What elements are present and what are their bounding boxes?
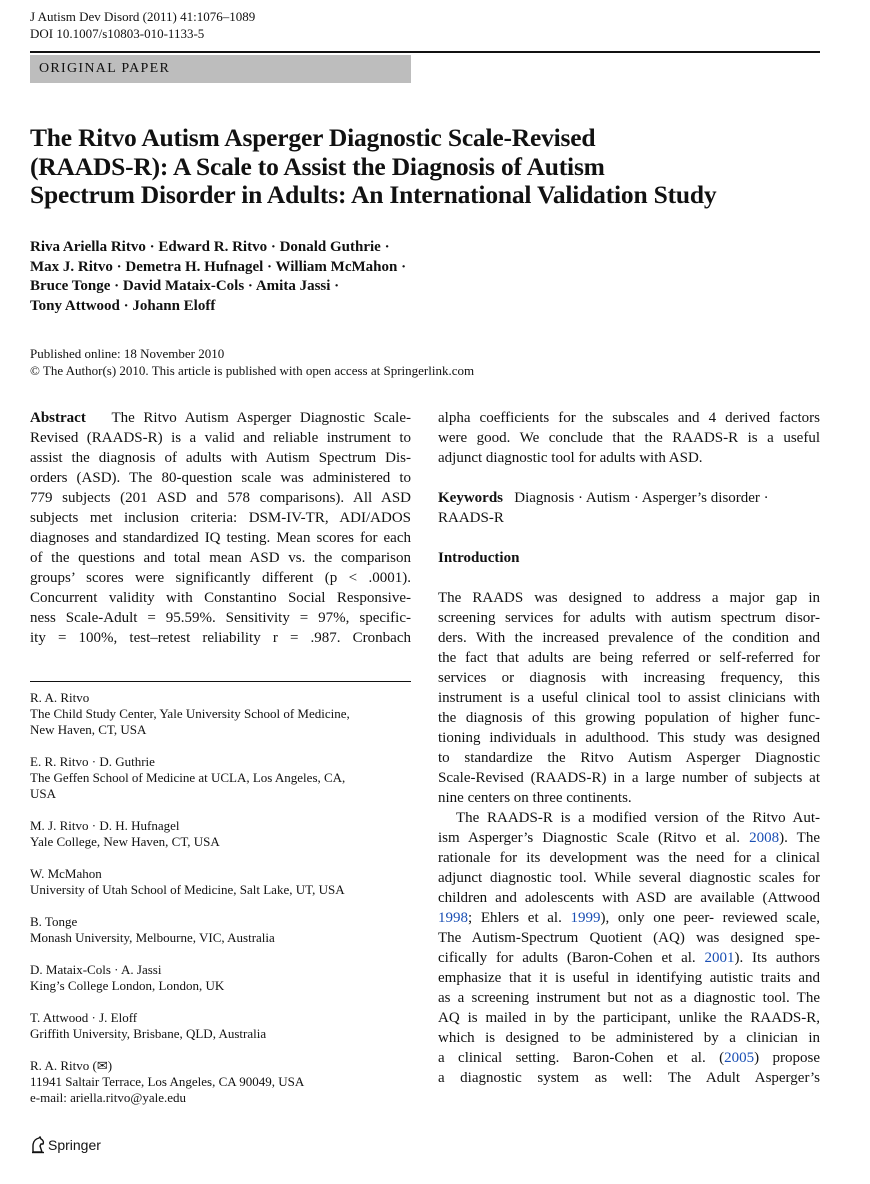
abstract-label: Abstract bbox=[30, 410, 86, 426]
citation-link[interactable]: 1999 bbox=[570, 910, 601, 926]
intro-line: emphasize that it is useful in identifying autistic traits and bbox=[438, 970, 820, 986]
affiliation-authors: E. R. Ritvo · D. Guthrie bbox=[30, 754, 155, 769]
affiliation-line: USA bbox=[30, 786, 57, 801]
intro-line: ders. With the increased prevalence of the condition and bbox=[438, 630, 820, 646]
abstract-line: orders (ASD). The 80-question scale was administered to bbox=[30, 470, 411, 486]
affiliation-block bbox=[30, 866, 420, 898]
affiliation-block bbox=[30, 962, 420, 994]
springer-horse-icon bbox=[30, 1136, 46, 1154]
abstract-line: subjects met inclusion criteria: DSM-IV-TR, ADI/ADOS bbox=[30, 510, 411, 526]
keywords-line bbox=[438, 488, 820, 508]
author-list bbox=[30, 238, 406, 317]
keywords-label: Keywords bbox=[438, 490, 503, 506]
intro-line: tioning individuals in adulthood. This study was designed bbox=[438, 730, 820, 746]
intro-line: The RAADS was designed to address a major gap in bbox=[438, 590, 820, 606]
affiliation-line: King’s College London, London, UK bbox=[30, 978, 225, 993]
affiliation-line: Monash University, Melbourne, VIC, Australia bbox=[30, 930, 275, 945]
citation-link[interactable]: 2008 bbox=[749, 830, 780, 846]
journal-header bbox=[30, 8, 255, 42]
abstract-line: assist the diagnosis of adults with Autism Spectrum Dis- bbox=[30, 450, 411, 466]
affiliation-authors: D. Mataix-Cols · A. Jassi bbox=[30, 962, 162, 977]
intro-line: AQ is mailed in by the participant, unlike the RAADS-R, bbox=[438, 1010, 820, 1026]
affiliation-line: Yale College, New Haven, CT, USA bbox=[30, 834, 220, 849]
intro-line: Scale-Revised (RAADS-R) in a large number of subjects at bbox=[438, 770, 820, 786]
affiliation-block bbox=[30, 818, 420, 850]
intro-line: cifically for adults (Baron-Cohen et al. 2001). Its authors bbox=[438, 950, 821, 966]
abstract-line: alpha coefficients for the subscales and 4 derived factors bbox=[438, 410, 820, 426]
affiliation-authors: M. J. Ritvo · D. H. Hufnagel bbox=[30, 818, 180, 833]
intro-line: rationale for its development was the need for a clinical bbox=[438, 850, 820, 866]
article-title bbox=[30, 124, 820, 210]
abstract-line: were good. We conclude that the RAADS-R is a useful bbox=[438, 430, 820, 446]
abstract-line: Abstract The Ritvo Autism Asperger Diagnostic Scale- bbox=[30, 410, 411, 426]
intro-line: adjunct diagnostic tool. While several diagnostic scales for bbox=[438, 870, 820, 886]
keywords-list: Diagnosis · Autism · Asperger’s disorder · bbox=[514, 490, 769, 506]
intro-line: 1998; Ehlers et al. 1999), only one peer- reviewed scale, bbox=[438, 910, 820, 926]
intro-line: children and adolescents with ASD are available (Attwood bbox=[438, 890, 820, 906]
intro-line: The RAADS-R is a modified version of the Ritvo Aut- bbox=[456, 810, 820, 826]
abstract-line: of the questions and total mean ASD vs. the comparison bbox=[30, 550, 411, 566]
publisher-name: Springer bbox=[48, 1137, 101, 1153]
affiliation-block bbox=[30, 1010, 420, 1042]
affiliation-block bbox=[30, 690, 420, 738]
intro-line: to standardize the Ritvo Autism Asperger Diagnostic bbox=[438, 750, 820, 766]
affiliation-block bbox=[30, 914, 420, 946]
affiliation-line: The Geffen School of Medicine at UCLA, Los Angeles, CA, bbox=[30, 770, 346, 785]
affiliation-rule bbox=[30, 681, 411, 682]
abstract-line: groups’ scores were significantly different (p < .0001). bbox=[30, 570, 411, 586]
affiliation-authors: R. A. Ritvo (✉) bbox=[30, 1058, 113, 1073]
author-line: Bruce Tonge · David Mataix-Cols · Amita Jassi · bbox=[30, 278, 340, 295]
affiliation-block bbox=[30, 754, 420, 802]
citation-link[interactable]: 2005 bbox=[724, 1050, 755, 1066]
title-line: Spectrum Disorder in Adults: An International Validation Study bbox=[30, 180, 717, 209]
citation-link[interactable]: 2001 bbox=[704, 950, 735, 966]
affiliation-authors: R. A. Ritvo bbox=[30, 690, 90, 705]
intro-line: The Autism-Spectrum Quotient (AQ) was designed spe- bbox=[438, 930, 820, 946]
affiliations bbox=[30, 690, 420, 1122]
publisher-footer bbox=[30, 1135, 101, 1155]
intro-line: screening services for adults with autism spectrum disor- bbox=[438, 610, 820, 626]
published-date: Published online: 18 November 2010 bbox=[30, 346, 225, 361]
intro-line: nine centers on three continents. bbox=[438, 790, 632, 806]
doi: DOI 10.1007/s10803-010-1133-5 bbox=[30, 26, 205, 41]
abstract-line: Revised (RAADS-R) is a valid and reliable instrument to bbox=[30, 430, 411, 446]
intro-line: a clinical setting. Baron-Cohen et al. (2005) propose bbox=[438, 1050, 820, 1066]
abstract-line: 779 subjects (201 ASD and 578 comparisons). All ASD bbox=[30, 490, 411, 506]
affiliation-authors: B. Tonge bbox=[30, 914, 78, 929]
publication-info bbox=[30, 346, 474, 379]
abstract-line: ness Scale-Adult = 95.59%. Sensitivity = 97%, specific- bbox=[30, 610, 411, 626]
abstract-line: diagnoses and standardized IQ testing. Mean scores for each bbox=[30, 530, 411, 546]
email-line[interactable]: e-mail: ariella.ritvo@yale.edu bbox=[30, 1090, 186, 1105]
affiliation-line: New Haven, CT, USA bbox=[30, 722, 147, 737]
abstract bbox=[30, 408, 411, 648]
abstract-line: adjunct diagnostic tool for adults with ASD. bbox=[438, 450, 703, 466]
journal-citation: J Autism Dev Disord (2011) 41:1076–1089 bbox=[30, 9, 256, 24]
citation-link[interactable]: 1998 bbox=[438, 910, 468, 926]
right-column bbox=[438, 408, 820, 1088]
intro-line: as a screening instrument but not as a diagnostic tool. The bbox=[438, 990, 820, 1006]
intro-line: the diagnosis of this growing population of higher func- bbox=[438, 710, 820, 726]
intro-line: services or diagnosis with increasing frequency, this bbox=[438, 670, 820, 686]
corresponding-author bbox=[30, 1058, 420, 1106]
intro-line: ism Asperger’s Diagnostic Scale (Ritvo et al. 2008). The bbox=[438, 830, 820, 846]
author-line: Tony Attwood · Johann Eloff bbox=[30, 298, 216, 315]
author-line: Riva Ariella Ritvo · Edward R. Ritvo · Donald Guthrie · bbox=[30, 239, 390, 255]
license-notice: © The Author(s) 2010. This article is published with open access at Springerlink.com bbox=[30, 362, 475, 378]
intro-line: the fact that adults are being referred or self-referred for bbox=[438, 650, 820, 666]
affiliation-line: The Child Study Center, Yale University School of Medicine, bbox=[30, 706, 350, 721]
affiliation-line: 11941 Saltair Terrace, Los Angeles, CA 90049, USA bbox=[30, 1074, 305, 1089]
affiliation-line: Griffith University, Brisbane, QLD, Australia bbox=[30, 1026, 267, 1041]
title-line: The Ritvo Autism Asperger Diagnostic Scale-Revised bbox=[30, 123, 596, 152]
affiliation-authors: T. Attwood · J. Eloff bbox=[30, 1010, 138, 1025]
intro-line: a diagnostic system as well: The Adult Asperger’s bbox=[438, 1070, 820, 1086]
header-rule bbox=[30, 51, 820, 53]
intro-line: which is designed to be administered by a clinician in bbox=[438, 1030, 820, 1046]
abstract-line: ity = 100%, test–retest reliability r = .987. Cronbach bbox=[30, 630, 411, 646]
abstract-line: Concurrent validity with Constantino Social Responsive- bbox=[30, 590, 411, 606]
section-heading: Introduction bbox=[438, 550, 520, 566]
article-type-ribbon: ORIGINAL PAPER bbox=[30, 55, 411, 83]
intro-line: instrument is a useful clinical tool to assist clinicians with bbox=[438, 690, 820, 706]
affiliation-line: University of Utah School of Medicine, Salt Lake, UT, USA bbox=[30, 882, 345, 897]
affiliation-authors: W. McMahon bbox=[30, 866, 102, 881]
keywords-line: RAADS-R bbox=[438, 510, 504, 526]
title-line: (RAADS-R): A Scale to Assist the Diagnosis of Autism bbox=[30, 151, 605, 181]
author-line: Max J. Ritvo · Demetra H. Hufnagel · William McMahon · bbox=[30, 258, 407, 275]
